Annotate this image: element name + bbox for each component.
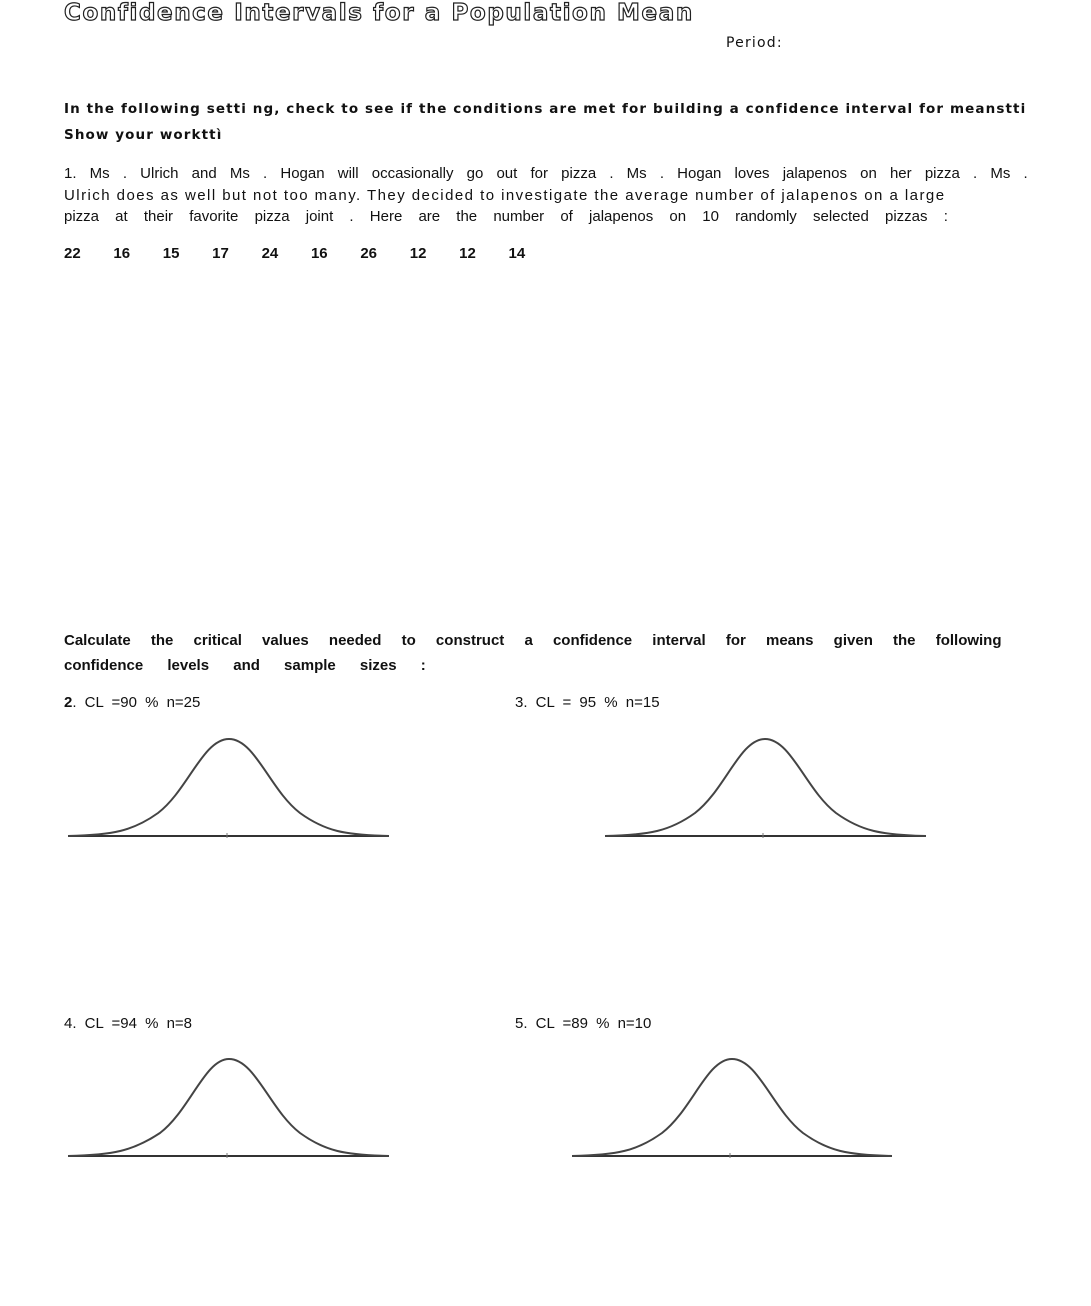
data-value: 17 <box>212 245 229 262</box>
jalapeno-data-row <box>64 245 558 262</box>
critical-values-instructions <box>64 628 1024 678</box>
page-title: Confidence Intervals for a Population Mean <box>64 0 694 26</box>
data-value: 12 <box>409 245 427 262</box>
bell-curve <box>572 1059 892 1156</box>
data-value: 26 <box>360 245 378 262</box>
normal-curve-q3 <box>605 735 926 840</box>
critical-values-line-1: Calculate the critical values needed to construct a confidence interval for means given the following <box>64 632 1002 649</box>
question-number: 3 <box>515 694 524 711</box>
data-value: 22 <box>64 245 81 262</box>
bell-curve <box>605 739 926 836</box>
question-text: . CL =94 % n=8 <box>72 1015 193 1032</box>
data-value: 24 <box>261 245 279 262</box>
question-number: 2 <box>64 694 73 711</box>
problem-1-text <box>64 163 1028 228</box>
data-value: 16 <box>310 245 328 262</box>
question-2 <box>64 694 200 711</box>
data-value: 14 <box>508 245 526 262</box>
question-3 <box>515 694 660 711</box>
problem-1-line-1: 1. Ms . Ulrich and Ms . Hogan will occasionally go out for pizza . Ms . Hogan loves jalapenos on her pizza . Ms . <box>64 165 1028 182</box>
critical-values-line-2: confidence levels and sample sizes : <box>64 657 426 674</box>
question-5 <box>515 1015 651 1032</box>
question-text: . CL = 95 % n=15 <box>523 694 660 711</box>
data-value: 16 <box>113 245 131 262</box>
question-text: . CL =90 % n=25 <box>72 694 201 711</box>
question-number: 5 <box>515 1015 524 1032</box>
bell-curve <box>68 1059 389 1156</box>
normal-curve-q2 <box>68 735 389 840</box>
question-text: . CL =89 % n=10 <box>523 1015 652 1032</box>
data-value: 15 <box>162 245 180 262</box>
problem-1-line-2: Ulrich does as well but not too many. They decided to investigate the average number of jalapenos on a large <box>64 186 946 204</box>
period-label: Period: <box>726 35 783 51</box>
bell-curve <box>68 739 389 836</box>
question-4 <box>64 1015 192 1032</box>
normal-curve-q4 <box>68 1055 389 1160</box>
question-number: 4 <box>64 1015 73 1032</box>
normal-curve-q5 <box>572 1055 892 1160</box>
data-value: 12 <box>459 245 476 262</box>
problem-1-line-3: pizza at their favorite pizza joint . Here are the number of jalapenos on 10 randomly selected pizzas : <box>64 208 948 225</box>
instructions: In the following setti ng, check to see if the conditions are met for building a confidence interval for meanstti Show your workttì <box>64 101 1027 143</box>
